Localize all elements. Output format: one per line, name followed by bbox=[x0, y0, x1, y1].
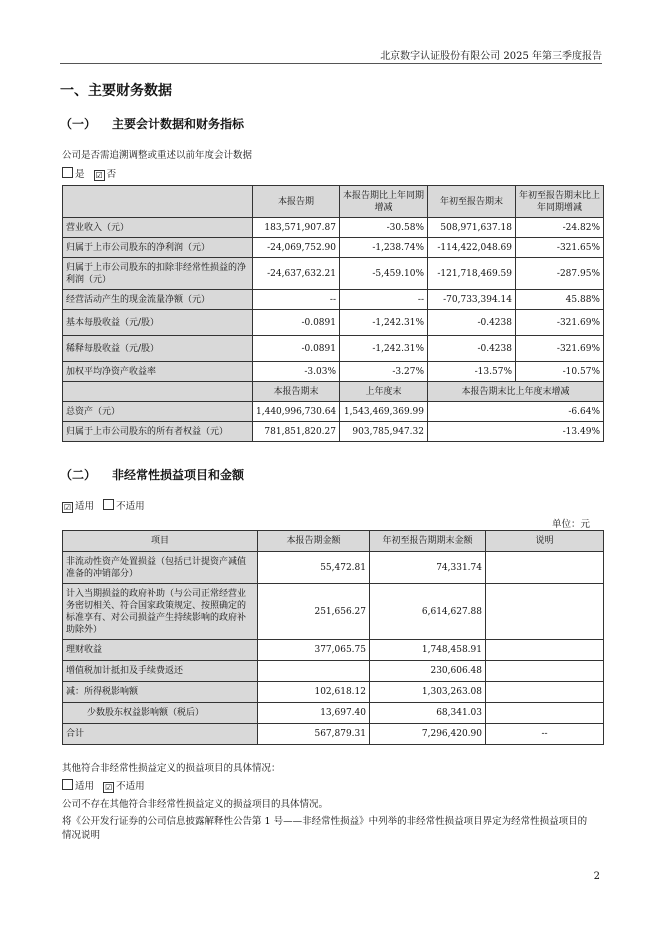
cell-value: 6,614,627.88 bbox=[370, 584, 486, 640]
cell-value: -- bbox=[340, 290, 428, 310]
cell-value bbox=[258, 661, 370, 682]
row-label: 加权平均净资产收益率 bbox=[63, 362, 253, 382]
table-row bbox=[63, 362, 604, 382]
cell-value: -114,422,048.69 bbox=[428, 238, 516, 258]
row-label: 归属于上市公司股东的扣除非经常性损益的净利润（元） bbox=[63, 258, 253, 290]
cell-value: 183,571,907.87 bbox=[253, 218, 340, 238]
cell-value: -24,069,752.90 bbox=[253, 238, 340, 258]
cell-note bbox=[486, 703, 604, 724]
cell-value: 102,618.12 bbox=[258, 682, 370, 703]
table1-header: 年初至报告期末比上年同期增减 bbox=[516, 186, 604, 218]
cell-value: -3.03% bbox=[253, 362, 340, 382]
cell-value: -121,718,469.59 bbox=[428, 258, 516, 290]
not-applicable-label: 不适用 bbox=[116, 501, 145, 512]
table2-header: 本报告期金额 bbox=[258, 531, 370, 552]
row-label: 稀释每股收益（元/股） bbox=[63, 336, 253, 362]
row-label: 经营活动产生的现金流量净额（元） bbox=[63, 290, 253, 310]
cell-note bbox=[486, 552, 604, 584]
checkbox-yes[interactable] bbox=[62, 167, 73, 178]
row-label: 减：所得税影响额 bbox=[63, 682, 258, 703]
option-no-label: 否 bbox=[106, 169, 117, 180]
row-label: 总资产（元） bbox=[63, 402, 253, 422]
table-row bbox=[63, 310, 604, 336]
cell-value: 903,785,947.32 bbox=[340, 422, 428, 442]
table-row bbox=[63, 640, 604, 661]
section-title: 一、主要财务数据 bbox=[60, 83, 172, 99]
cell-value: -30.58% bbox=[340, 218, 428, 238]
cell-value: 1,303,263.08 bbox=[370, 682, 486, 703]
cell-value: 45.88% bbox=[516, 290, 604, 310]
row-label: 非流动性资产处置损益（包括已计提资产减值准备的冲销部分） bbox=[63, 552, 258, 584]
cell-value: 567,879.31 bbox=[258, 724, 370, 745]
checkbox-applicable[interactable]: ☑ bbox=[63, 503, 72, 512]
cell-value: 74,331.74 bbox=[370, 552, 486, 584]
cell-value: -13.49% bbox=[428, 422, 604, 442]
table2-header: 年初至报告期期末金额 bbox=[370, 531, 486, 552]
table-row bbox=[63, 661, 604, 682]
table1-header: 年初至报告期末 bbox=[428, 186, 516, 218]
financial-data-table bbox=[62, 185, 604, 442]
cell-value: -321.69% bbox=[516, 336, 604, 362]
applicable-label: 适用 bbox=[75, 501, 95, 512]
cell-value: -10.57% bbox=[516, 362, 604, 382]
cell-value: -0.0891 bbox=[253, 336, 340, 362]
cell-value: -24,637,632.21 bbox=[253, 258, 340, 290]
table-row bbox=[63, 682, 604, 703]
cell-value: -321.65% bbox=[516, 238, 604, 258]
subsection-title-1 bbox=[60, 115, 244, 132]
subsection-number: （二） bbox=[60, 468, 97, 482]
cell-value: -5,459.10% bbox=[340, 258, 428, 290]
cell-value: 251,656.27 bbox=[258, 584, 370, 640]
row-label: 合计 bbox=[63, 724, 258, 745]
subsection-title-2 bbox=[60, 466, 244, 483]
cell-value: -321.69% bbox=[516, 310, 604, 336]
checkbox-not-applicable[interactable] bbox=[103, 499, 114, 510]
cell-note bbox=[486, 584, 604, 640]
row-label: 归属于上市公司股东的所有者权益（元） bbox=[63, 422, 253, 442]
cell-value: -1,242.31% bbox=[340, 310, 428, 336]
table1-header2: 本报告期末 bbox=[253, 382, 340, 402]
cell-value: 781,851,820.27 bbox=[253, 422, 340, 442]
cell-value: -0.4238 bbox=[428, 310, 516, 336]
subsection-label: 非经常性损益项目和金额 bbox=[112, 468, 245, 482]
table-row bbox=[63, 402, 604, 422]
page-header: 北京数字认证股份有限公司 2025 年第三季度报告 bbox=[380, 51, 602, 62]
table1-header: 本报告期比上年同期增减 bbox=[340, 186, 428, 218]
checkbox-other-applicable[interactable] bbox=[62, 779, 73, 790]
cell-value: -1,238.74% bbox=[340, 238, 428, 258]
other-items-statement: 公司不存在其他符合非经常性损益定义的损益项目的具体情况。 bbox=[62, 799, 329, 810]
table1-header2: 上年度末 bbox=[340, 382, 428, 402]
non-recurring-table bbox=[62, 530, 604, 745]
cell-value: -0.4238 bbox=[428, 336, 516, 362]
other-options bbox=[62, 778, 145, 793]
table-row bbox=[63, 258, 604, 290]
row-label: 计入当期损益的政府补助（与公司正常经营业务密切相关、符合国家政策规定、按照确定的标准享有、对公司损益产生持续影响的政府补助除外） bbox=[63, 584, 258, 640]
cell-note bbox=[486, 640, 604, 661]
table-row bbox=[63, 218, 604, 238]
checkbox-other-not-applicable[interactable]: ☑ bbox=[104, 783, 113, 792]
table2-header: 说明 bbox=[486, 531, 604, 552]
table1-header2: 本报告期末比上年度末增减 bbox=[428, 382, 604, 402]
row-label: 基本每股收益（元/股） bbox=[63, 310, 253, 336]
row-label: 理财收益 bbox=[63, 640, 258, 661]
row-label: 增值税加计抵扣及手续费返还 bbox=[63, 661, 258, 682]
cell-value: 13,697.40 bbox=[258, 703, 370, 724]
table-row bbox=[63, 422, 604, 442]
cell-value: 377,065.75 bbox=[258, 640, 370, 661]
unit-label: 单位：元 bbox=[551, 519, 590, 530]
header-divider bbox=[60, 63, 602, 64]
page-number: 2 bbox=[593, 871, 600, 882]
cell-value: -1,242.31% bbox=[340, 336, 428, 362]
cell-note bbox=[486, 682, 604, 703]
table2-header: 项目 bbox=[63, 531, 258, 552]
cell-value: -- bbox=[253, 290, 340, 310]
row-label: 少数股东权益影响额（税后） bbox=[63, 703, 258, 724]
table-row bbox=[63, 238, 604, 258]
restate-question: 公司是否需追溯调整或重述以前年度会计数据 bbox=[62, 150, 253, 161]
table-row bbox=[63, 724, 604, 745]
cell-value: 68,341.03 bbox=[370, 703, 486, 724]
cell-value: 1,748,458.91 bbox=[370, 640, 486, 661]
other-items-heading: 其他符合非经常性损益定义的损益项目的具体情况： bbox=[62, 763, 281, 774]
cell-value: -6.64% bbox=[428, 402, 604, 422]
cell-value: -0.0891 bbox=[253, 310, 340, 336]
table-row bbox=[63, 552, 604, 584]
subsection-number: （一） bbox=[60, 117, 97, 131]
option-yes-label: 是 bbox=[75, 169, 85, 180]
row-label: 归属于上市公司股东的净利润（元） bbox=[63, 238, 253, 258]
cell-value: 230,606.48 bbox=[370, 661, 486, 682]
cell-value: 7,296,420.90 bbox=[370, 724, 486, 745]
table1-header bbox=[63, 186, 253, 218]
table1-header2 bbox=[63, 382, 253, 402]
cell-value: 1,543,469,369.99 bbox=[340, 402, 428, 422]
cell-note: -- bbox=[486, 724, 604, 745]
cell-value: -3.27% bbox=[340, 362, 428, 382]
table1-header: 本报告期 bbox=[253, 186, 340, 218]
table-row bbox=[63, 336, 604, 362]
table-row bbox=[63, 584, 604, 640]
other-applicable-label: 适用 bbox=[75, 781, 95, 792]
reclassification-note: 将《公开发行证券的公司信息披露解释性公告第 1 号——非经常性损益》中列举的非经常性损益项目界定为经常性损益项目的情况说明 bbox=[62, 816, 588, 841]
cell-value: 508,971,637.18 bbox=[428, 218, 516, 238]
table-row bbox=[63, 703, 604, 724]
subsection-label: 主要会计数据和财务指标 bbox=[112, 117, 245, 131]
row-label: 营业收入（元） bbox=[63, 218, 253, 238]
cell-note bbox=[486, 661, 604, 682]
cell-value: -13.57% bbox=[428, 362, 516, 382]
other-not-applicable-label: 不适用 bbox=[116, 781, 145, 792]
cell-value: -287.95% bbox=[516, 258, 604, 290]
cell-value: -70,733,394.14 bbox=[428, 290, 516, 310]
restate-options bbox=[62, 166, 116, 181]
checkbox-no[interactable]: ☑ bbox=[95, 171, 103, 180]
cell-value: 55,472.81 bbox=[258, 552, 370, 584]
table-row bbox=[63, 290, 604, 310]
cell-value: -24.82% bbox=[516, 218, 604, 238]
applicable-options bbox=[62, 498, 145, 513]
cell-value: 1,440,996,730.64 bbox=[253, 402, 340, 422]
